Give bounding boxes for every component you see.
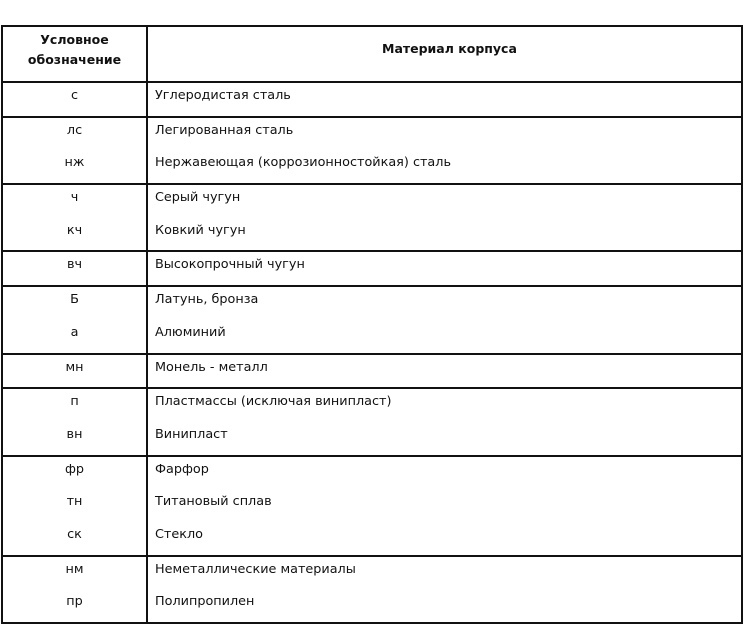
code-value: лс: [66, 122, 83, 138]
material-value: Титановый сплав: [155, 494, 272, 510]
code-cell: [2, 354, 147, 389]
code-value: вч: [66, 257, 83, 273]
material-value: Неметаллические материалы: [155, 561, 356, 577]
material-value: Латунь, бронза: [155, 292, 259, 308]
material-cell: [147, 117, 742, 184]
header-material: Материал корпуса: [147, 26, 742, 82]
table-row: [2, 184, 742, 251]
code-cell: [2, 388, 147, 455]
code-cell: [2, 251, 147, 286]
code-value: ск: [67, 526, 82, 542]
table-row: [2, 251, 742, 286]
code-cell: [2, 456, 147, 556]
material-value: Углеродистая сталь: [155, 88, 291, 103]
code-value: Б: [70, 292, 79, 308]
table-row: [2, 388, 742, 455]
code-cell: [2, 286, 147, 353]
material-value: Алюминий: [155, 324, 226, 340]
table-row: [2, 456, 742, 556]
table-body: [2, 82, 742, 623]
table-row: [2, 82, 742, 117]
materials-table: [1, 25, 743, 624]
table-row: [2, 117, 742, 184]
code-value: вн: [66, 426, 83, 442]
code-value: а: [70, 324, 79, 340]
material-cell: [147, 184, 742, 251]
material-value: Высокопрочный чугун: [155, 257, 305, 273]
material-value: Фарфор: [155, 461, 209, 477]
code-value: тн: [66, 494, 83, 510]
header-row: [2, 26, 742, 82]
code-value: нж: [64, 155, 85, 171]
material-cell: [147, 82, 742, 117]
code-value: нм: [65, 561, 84, 577]
material-value: Ковкий чугун: [155, 222, 246, 238]
material-cell: [147, 456, 742, 556]
material-cell: [147, 388, 742, 455]
code-cell: [2, 82, 147, 117]
material-cell: [147, 354, 742, 389]
material-value: Легированная сталь: [155, 122, 294, 138]
code-value: с: [70, 88, 79, 103]
code-value: фр: [64, 461, 85, 477]
code-cell: [2, 184, 147, 251]
code-value: пр: [66, 594, 83, 610]
table-row: [2, 354, 742, 389]
code-cell: [2, 117, 147, 184]
code-value: мн: [65, 359, 84, 375]
material-value: Пластмассы (исключая винипласт): [155, 394, 392, 410]
code-value: п: [70, 394, 79, 410]
header-code: Условное обозначение: [2, 26, 147, 82]
code-value: кч: [66, 222, 83, 238]
material-value: Винипласт: [155, 426, 228, 442]
material-cell: [147, 251, 742, 286]
table-row: [2, 286, 742, 353]
material-value: Серый чугун: [155, 190, 241, 206]
material-value: Полипропилен: [155, 594, 255, 610]
code-value: ч: [70, 190, 79, 206]
material-cell: [147, 286, 742, 353]
material-value: Стекло: [155, 526, 204, 542]
material-value: Монель - металл: [155, 359, 268, 375]
material-value: Нержавеющая (коррозионностойкая) сталь: [155, 155, 451, 171]
